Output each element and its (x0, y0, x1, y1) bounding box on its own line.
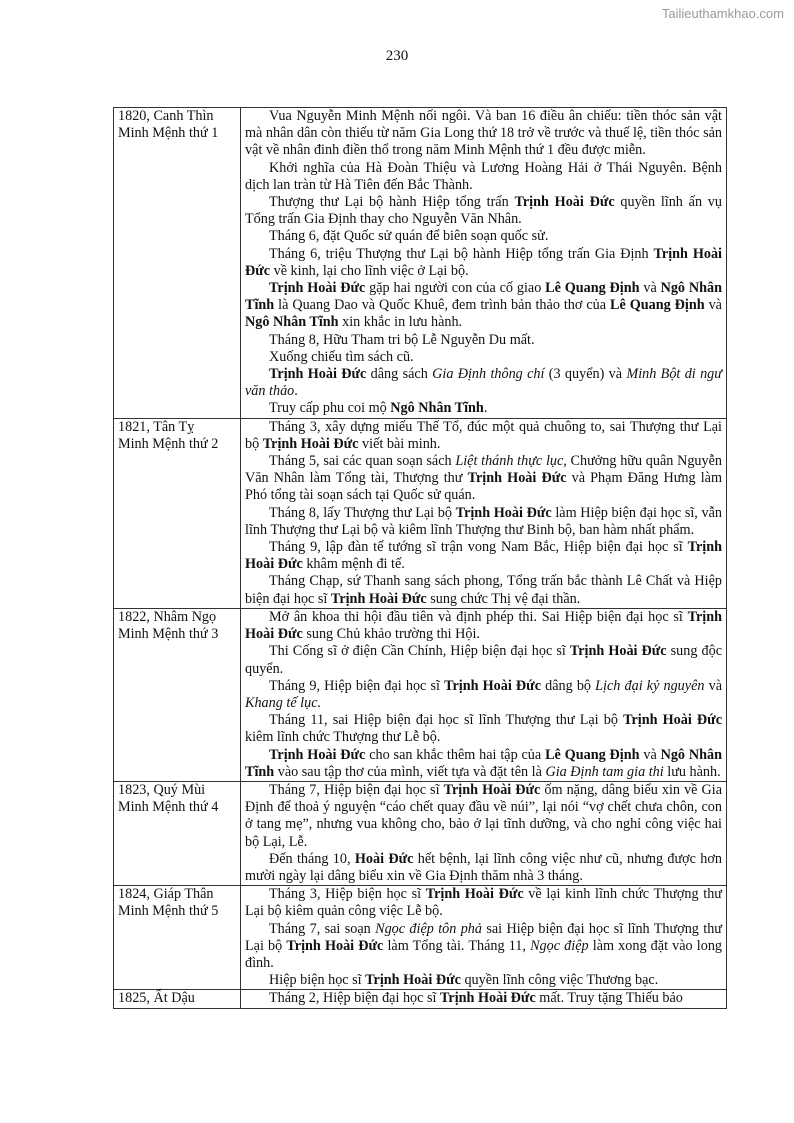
bold-name: Lê Quang Định (610, 297, 705, 314)
bold-name: Trịnh Hoài Đức (245, 608, 722, 643)
bold-name: Lê Quang Định (545, 280, 640, 297)
event-paragraph (245, 539, 722, 573)
year-cell (114, 886, 241, 990)
table-row (114, 990, 727, 1008)
text-segment: quyền lĩnh công việc Thương bạc. (460, 972, 659, 989)
bold-name: Trịnh Hoài Đức (425, 886, 524, 903)
text-segment: Tháng 7, sai soạn (269, 920, 376, 937)
table-row (114, 108, 727, 419)
table-row (114, 886, 727, 990)
text-segment: mất. Truy tặng Thiếu bảo (535, 990, 683, 1007)
table-row (114, 418, 727, 608)
text-segment: Chưởng hữu quân Nguyễn Văn Nhân làm Tổng tài, Thượng thư (245, 453, 722, 487)
events-cell (241, 886, 727, 990)
reign-label: Minh Mệnh thứ 5 (118, 903, 219, 920)
event-paragraph (245, 678, 722, 712)
event-paragraph (245, 280, 722, 332)
text-segment: về kinh, lại cho lĩnh việc ở Lại bộ. (270, 262, 469, 279)
text-segment: Vua Nguyễn Minh Mệnh nối ngôi. Và ban 16 điều ân chiếu: tiền thóc sản vật mà nhân dân còn thiếu từ năm Gia Long thứ 18 trở về trước và thuế lệ, tiền thóc sản vật về nhân đinh điền thổ trong năm Minh Mệnh thứ 1 đều được miễn. (245, 108, 722, 159)
event-paragraph (245, 643, 722, 677)
year-label: 1820, Canh Thìn (118, 108, 214, 124)
bold-name: Trịnh Hoài Đức (269, 280, 366, 297)
bold-name: Trịnh Hoài Đức (330, 590, 427, 607)
event-paragraph (245, 505, 722, 539)
italic-title: Liệt thánh thực lục, (455, 453, 567, 470)
text-segment: và (704, 677, 722, 694)
bold-name: Trịnh Hoài Đức (455, 504, 552, 521)
events-cell (241, 108, 727, 419)
event-paragraph (245, 886, 722, 920)
text-segment: và Phạm Đăng Hưng làm Phó tổng tài soạn sách tại Quốc sử quán. (245, 470, 723, 504)
watermark: Tailieuthamkhao.com (661, 6, 784, 21)
text-segment: Tháng 7, Hiệp biện đại học sĩ (269, 781, 444, 798)
text-segment: Đến tháng 10, (269, 850, 355, 867)
event-paragraph (245, 453, 722, 505)
text-segment: lưu hành. (663, 763, 721, 780)
bold-name: Trịnh Hoài Đức (514, 194, 615, 211)
text-segment: Tháng 9, Hiệp biện đại học sĩ (269, 677, 445, 694)
events-cell (241, 418, 727, 608)
italic-title: Minh Bột di ngư văn thảo (245, 366, 723, 400)
event-paragraph (245, 228, 722, 245)
bold-name: Ngô Nhân Tĩnh (245, 314, 339, 331)
text-segment: làm Hiệp biện đại học sĩ, vẫn lĩnh Thượng thư Lại bộ và kiêm lĩnh Thượng thư Binh bộ, ban hàm nhất phẩm. (245, 504, 722, 538)
table-row (114, 608, 727, 781)
text-segment: quyền lĩnh ấn vụ Tổng trấn Gia Định thay cho Nguyễn Văn Nhân. (245, 194, 722, 228)
italic-title: Gia Định tam gia thi (545, 763, 664, 780)
text-segment: xin khắc in lưu hành. (338, 314, 463, 331)
event-paragraph (245, 609, 722, 643)
event-paragraph (245, 851, 722, 885)
text-segment: Tháng 8, lấy Thượng thư Lại bộ (269, 504, 456, 521)
event-paragraph (245, 419, 722, 453)
text-segment: Thi Cống sĩ ở điện Cần Chính, Hiệp biện đại học sĩ (269, 643, 570, 660)
text-segment: và (704, 297, 722, 314)
text-segment: Tháng 8, Hữu Tham tri bộ Lễ Nguyễn Du mất. (269, 331, 535, 348)
italic-title: Ngọc điệp tôn phả (375, 920, 482, 937)
text-segment: Tháng 3, xây dựng miếu Thế Tổ, đúc một quả chuông to, sai Thượng thư Lại bộ (245, 418, 722, 452)
year-label: 1824, Giáp Thân (118, 886, 214, 903)
event-paragraph (245, 747, 722, 781)
text-segment: Truy cấp phu coi mộ (269, 400, 391, 417)
year-label: 1822, Nhâm Ngọ (118, 608, 217, 625)
reign-label: Minh Mệnh thứ 2 (118, 435, 219, 452)
text-segment: Tháng 6, triệu Thượng thư Lại bộ hành Hiệp tổng trấn Gia Định (269, 245, 654, 262)
events-cell (241, 608, 727, 781)
text-segment: viết bài minh. (358, 435, 441, 452)
italic-title: Ngọc điệp (530, 937, 589, 954)
text-segment: Tháng 5, sai các quan soạn sách (269, 453, 456, 470)
text-segment: khâm mệnh đi tế. (302, 556, 405, 573)
text-segment: làm xong đặt vào long đình. (245, 937, 723, 971)
event-paragraph (245, 332, 722, 349)
text-segment: Tháng 2, Hiệp biện đại học sĩ (269, 990, 440, 1007)
event-paragraph (245, 990, 722, 1007)
bold-name: Hoài Đức (354, 850, 414, 867)
bold-name: Trịnh Hoài Đức (569, 643, 667, 660)
text-segment: làm Tổng tài. Tháng 11, (383, 937, 531, 954)
reign-label: Minh Mệnh thứ 4 (118, 799, 219, 816)
event-paragraph (245, 108, 722, 160)
text-segment: . (294, 383, 298, 400)
year-label: 1825, Ất Dậu (118, 990, 195, 1007)
text-segment: sung chức Thị vệ đại thần. (426, 590, 581, 607)
event-paragraph (245, 921, 722, 973)
reign-label: Minh Mệnh thứ 3 (118, 626, 219, 643)
text-segment: (3 quyển) và (544, 366, 627, 383)
italic-title: Lịch đại kỷ nguyên (595, 677, 705, 694)
text-segment: sung độc quyển. (245, 643, 722, 677)
event-paragraph (245, 400, 722, 417)
bold-name: Trịnh Hoài Đức (440, 990, 536, 1007)
bold-name: Trịnh Hoài Đức (245, 539, 722, 573)
bold-name: Trịnh Hoài Đức (262, 435, 359, 452)
text-segment: Khởi nghĩa của Hà Đoàn Thiệu và Lương Hoàng Hải ở Thái Nguyên. Bệnh dịch lan tràn từ Hà Tiên đến Bắc Thành. (245, 159, 722, 193)
bold-name: Ngô Nhân Tĩnh (245, 280, 722, 314)
text-segment: và (639, 280, 661, 297)
text-segment: vào sau tập thơ của mình, viết tựa và đặt tên là (274, 763, 546, 780)
text-segment: Xuống chiếu tìm sách cũ. (269, 348, 414, 365)
event-paragraph (245, 782, 722, 851)
text-segment: Hiệp biện học sĩ (269, 972, 366, 989)
bold-name: Trịnh Hoài Đức (286, 937, 384, 954)
event-paragraph (245, 194, 722, 228)
text-segment: Tháng 3, Hiệp biện học sĩ (269, 886, 426, 903)
event-paragraph (245, 972, 722, 989)
text-segment: ốm nặng, dâng biểu xin về Gia Định để thoả ý nguyện “cáo chết quay đầu về núi”, lại nói “vợ chết chưa chôn, con ở tang mẹ”, nhưng vua không cho, bảo ở lại tĩnh dưỡng, và cho nghỉ công việc hai bộ Lại, Lễ. (245, 781, 723, 850)
bold-name: Ngô Nhân Tĩnh (390, 400, 484, 417)
text-segment: là Quang Dao và Quốc Khuê, đem trình bản thảo thơ của (274, 297, 610, 314)
text-segment: Tháng 6, đặt Quốc sử quán để biên soạn quốc sử. (269, 228, 549, 245)
table-row (114, 781, 727, 885)
bold-name: Lê Quang Định (545, 746, 640, 763)
event-paragraph (245, 366, 722, 400)
text-segment: Tháng 11, sai Hiệp biện đại học sĩ lĩnh Thượng thư Lại bộ (269, 712, 624, 729)
text-segment: Tháng Chạp, sứ Thanh sang sách phong, Tổng trấn bắc thành Lê Chất và Hiệp biện đại học sĩ (245, 573, 722, 607)
text-segment: Thượng thư Lại bộ hành Hiệp tổng trấn (269, 194, 515, 211)
text-segment: cho san khắc thêm hai tập của (365, 746, 546, 763)
events-cell (241, 990, 727, 1008)
text-segment: sung Chủ khảo trường thi Hội. (302, 626, 480, 643)
text-segment: . (483, 400, 488, 417)
year-cell (114, 608, 241, 781)
year-cell (114, 418, 241, 608)
italic-title: Gia Định thông chí (432, 366, 545, 383)
year-label: 1823, Quý Mùi (118, 781, 206, 798)
chronology-table (113, 107, 727, 1009)
text-segment: sai Hiệp biện đại học sĩ lĩnh Thượng thư Lại bộ (245, 920, 722, 954)
italic-title: Khang tế lục. (245, 694, 322, 711)
year-cell (114, 108, 241, 419)
event-paragraph (245, 712, 722, 746)
event-paragraph (245, 349, 722, 366)
text-segment: và (639, 746, 661, 763)
text-segment: về lại kinh lĩnh chức Thượng thư Lại bộ kiêm quản công việc Lễ bộ. (245, 886, 722, 920)
bold-name: Trịnh Hoài Đức (269, 366, 367, 383)
event-paragraph (245, 160, 722, 194)
reign-label: Minh Mệnh thứ 1 (118, 125, 219, 142)
bold-name: Trịnh Hoài Đức (623, 712, 722, 729)
bold-name: Trịnh Hoài Đức (365, 972, 461, 989)
text-segment: Mở ân khoa thi hội đầu tiên và định phép thi. Sai Hiệp biện đại học sĩ (269, 608, 688, 625)
bold-name: Trịnh Hoài Đức (444, 677, 541, 694)
bold-name: Ngô Nhân Tĩnh (245, 746, 722, 780)
text-segment: gặp hai người con của cố giao (365, 280, 546, 297)
bold-name: Trịnh Hoài Đức (467, 470, 567, 487)
bold-name: Trịnh Hoài Đức (443, 781, 541, 798)
text-segment: Tháng 9, lập đàn tế tướng sĩ trận vong Nam Bắc, Hiệp biện đại học sĩ (269, 539, 688, 556)
event-paragraph (245, 573, 722, 607)
text-segment: dâng bộ (541, 677, 596, 694)
events-cell (241, 781, 727, 885)
page-number: 230 (385, 48, 409, 64)
year-label: 1821, Tân Tỵ (118, 418, 195, 435)
text-segment: hết bệnh, lại lĩnh công việc như cũ, nhưng được hơn mười ngày lại dâng biểu xin về Gia Định thăm nhà 3 tháng. (245, 850, 722, 884)
event-paragraph (245, 246, 722, 280)
text-segment: dâng sách (366, 366, 433, 383)
year-cell (114, 990, 241, 1008)
year-cell (114, 781, 241, 885)
bold-name: Trịnh Hoài Đức (269, 746, 366, 763)
text-segment: kiêm lĩnh chức Thượng thư Lễ bộ. (245, 729, 441, 746)
bold-name: Trịnh Hoài Đức (245, 245, 723, 279)
